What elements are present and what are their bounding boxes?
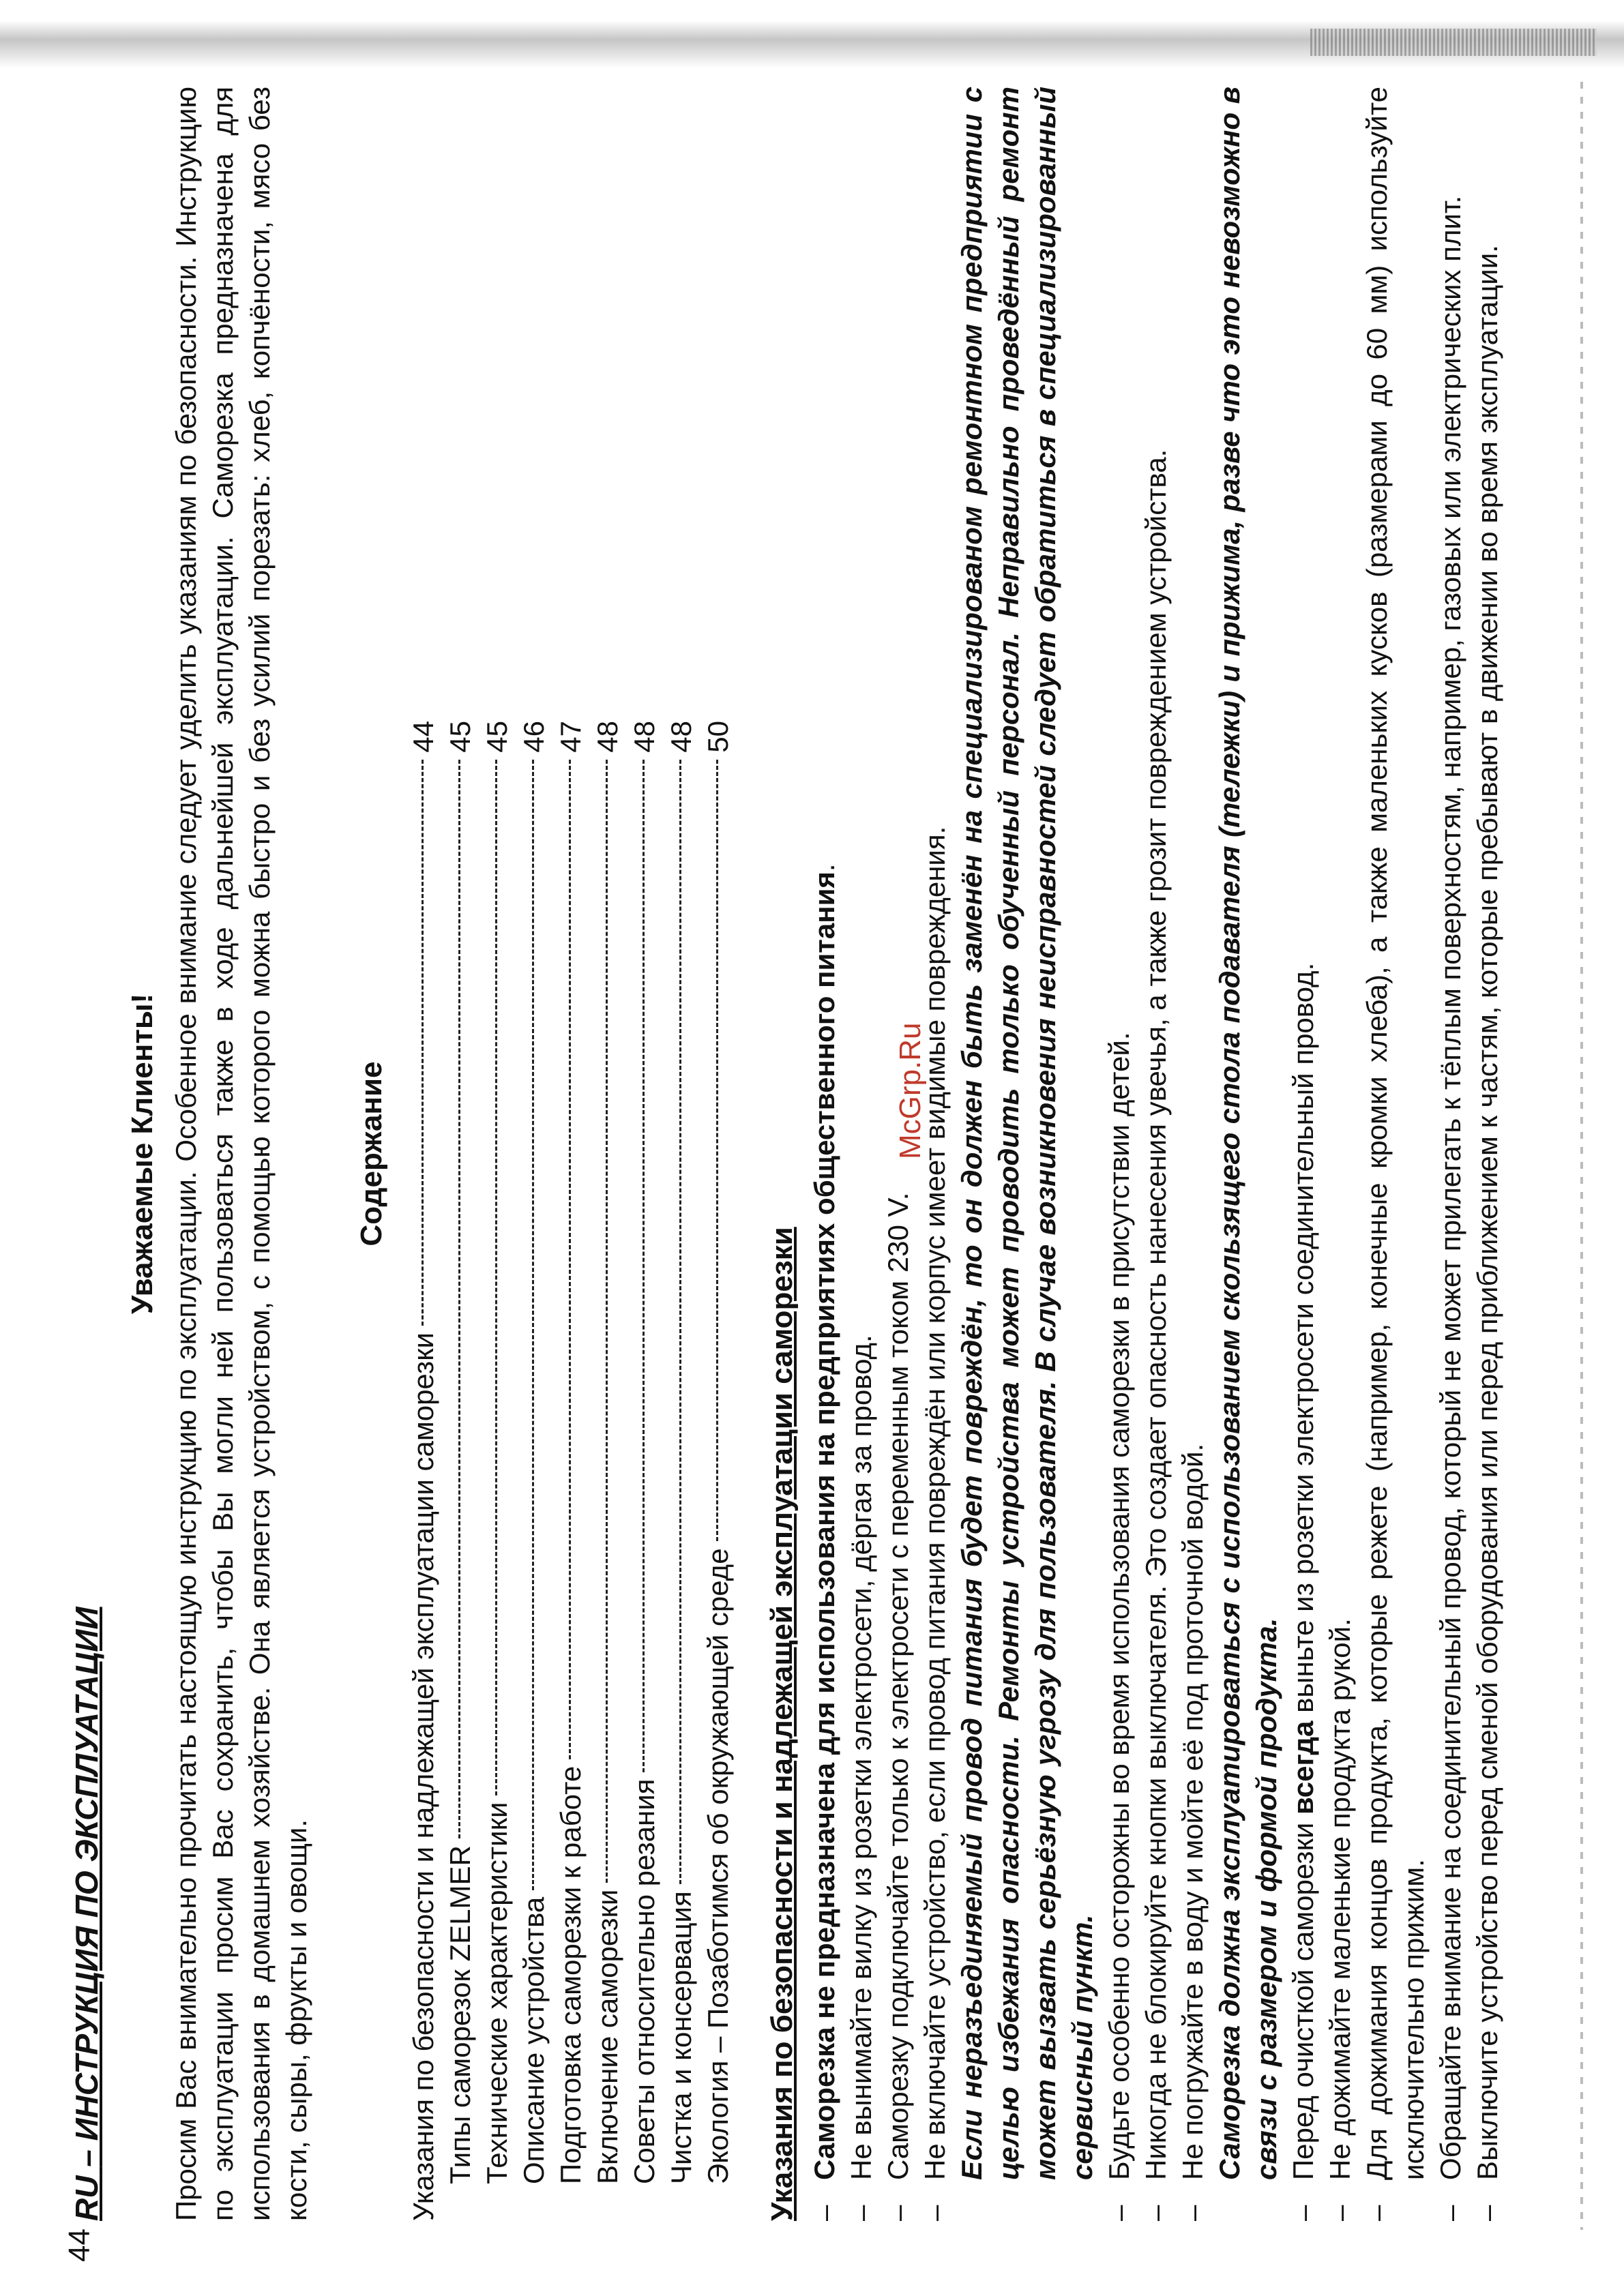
intro-paragraph: Просим Вас внимательно прочитать настоящую инструкцию по эксплуатации. Особенное внимание следует уделить указаниям по безопасности. Инструкцию по эксплуатации просим Вас сохранить, чтобы Вы могли ней пользоваться также в ходе дальнейшей эксплуатации. Саморезка предназначена для использования в домашнем хозяйстве. Она является устройством, с помощью которого можна быстро и без усилий порезать: хлеб, копчёности, мясо без кости, сыры, фрукты и овощи. [170,87,312,2221]
toc-item: Описание устройства 46 [518,721,550,2184]
toc-item: Технические характеристики 45 [481,721,513,2184]
toc-item: Подготовка саморезки к работе 47 [555,721,587,2184]
list-item: – Не дожимайте маленькие продукта рукой. [1322,87,1359,2221]
list-item: – Никогда не блокируйте кнопки выключателя. Это создает опасность нанесения увечья, а также грозит повреждением устройства. [1138,87,1175,2221]
list-item: – Для дожимания концов продукта, которые режете (например, конечные кромки хлеба), а также маленьких кусков (размерами до 60 мм) используйте исключительно прижим. [1359,87,1432,2221]
greeting: Уважаемые Клиенты! [126,993,159,1315]
list-item: – Не погружайте в воду и мойте её под проточной водой. [1175,87,1211,2221]
toc-item: Включение саморезки 48 [591,721,623,2184]
list-item: Саморезка должна эксплуатироваться с использованием скользящего стола подавателя (тележки) и прижима, разве что это невозможно в связи с размером и формой продукта. [1213,87,1282,2180]
toc-item: Чистка и консервация 48 [665,721,697,2184]
page-content [68,87,1506,2221]
watermark: McGrp.Ru [894,1022,927,1159]
language-code: RU [69,2175,104,2221]
list-item: – Перед очисткой саморезки всегда выньте из розетки электросети соединительный провод. [1285,87,1322,2221]
toc-item: Указания по безопасности и надлежащей эксплуатации саморезки 44 [407,721,439,2221]
toc-item: Типы саморезок ZELMER 45 [444,721,476,2184]
table-of-contents [405,721,737,2221]
list-item: – Будьте особенно осторожны во время использования саморезки в присутствии детей. [1101,87,1138,2221]
list-item: – Выключите устройство перед сменой оборудования или перед приближением к частям, которые пребывают в движении во время эксплуатации. [1469,87,1506,2221]
document-title [68,87,105,2221]
list-item: – Не вынимайте вилку из розетки электросети, дёргая за провод. [843,87,880,2221]
list-item: Если неразъединяемый провод питания будет повреждён, то он должен быть заменён на специализированом ремонтном предприятии с целью избежания опасности. Ремонты устройства может проводить только обученный персонал. Неправильно проведённый ремонт может вызвать серьёзную угрозу для пользователя. В случае возникновения неисправностей следует обратиться в специализированный сервисный пункт. [956,87,1098,2180]
page-number: 44 [63,2228,96,2262]
list-item: – Саморезка не предназначена для использования на предприятиях общественного питания. [806,87,843,2221]
list-item: – Не включайте устройство, если провод питания повреждён или корпус имеет видимые повреждения. [917,87,954,2221]
list-item: – Обращайте внимание на соединительный провод, который не может прилегать к тёплым поверхностям, например, газовых или электрических плит. [1432,87,1469,2221]
toc-item: Советы относительно резания 48 [628,721,660,2184]
list-item: – Саморезку подключайте только к электросети с переменным током 230 V. [880,87,917,2221]
contents-heading: Содержание [355,1061,388,1247]
title-text: – ИНСТРУКЦИЯ ПО ЭКСПЛУАТАЦИИ [69,1607,104,2167]
safety-heading: Указания по безопасности и надлежащей эксплуатации саморезки [765,1227,799,2221]
toc-item: Экология – Позаботимся об окружающей среде 50 [702,721,734,2184]
